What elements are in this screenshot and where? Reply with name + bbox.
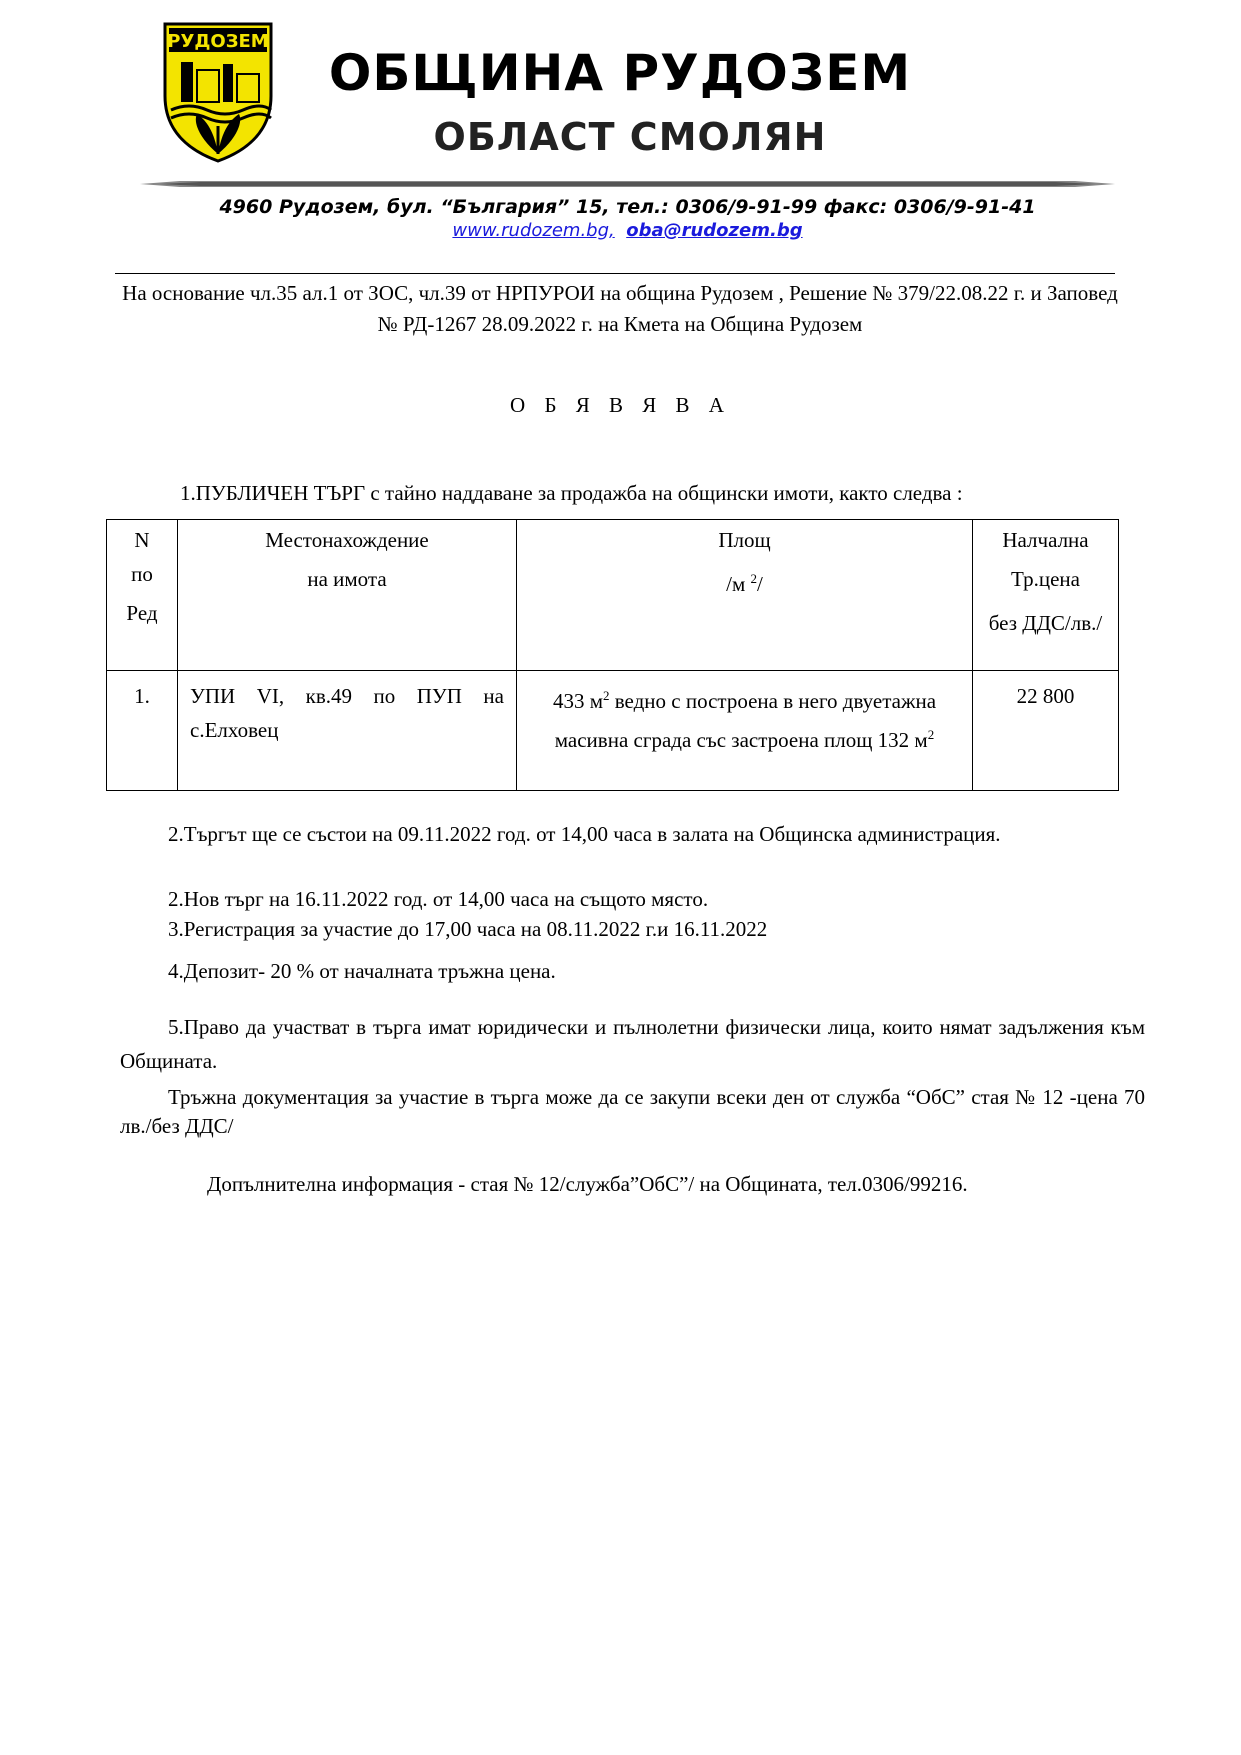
table-header-row (107, 520, 1119, 671)
deposit-paragraph: 4.Депозит- 20 % от началната тръжна цена. (168, 959, 556, 983)
contact-address: 4960 Рудозем, бул. “България” 15, тел.: 0306/9-91-99 факс: 0306/9-91-41 (219, 196, 1036, 218)
additional-info-paragraph: Допълнителна информация - стая № 12/служба”ОбС”/ на Общината, тел.0306/99216. (207, 1172, 968, 1196)
logo-lettering: РУДОЗЕМ (167, 31, 269, 52)
row-number: 1. (107, 671, 178, 791)
region-subtitle: ОБЛАСТ СМОЛЯН (433, 115, 827, 159)
contact-links (140, 220, 1115, 242)
header-number: N по Ред (107, 520, 178, 671)
header-area: Площ /м $^2$/ (517, 520, 973, 671)
properties-table (106, 519, 1119, 791)
auction-intro: 1.ПУБЛИЧЕН ТЪРГ с тайно наддаване за продажба на общински имоти, както следва : (180, 481, 963, 505)
rudozem-coat-of-arms-logo (159, 18, 277, 164)
registration-paragraph: 3.Регистрация за участие до 17,00 часа на 08.11.2022 г.и 16.11.2022 (168, 917, 768, 941)
header-price: Налчална Тр.цена без ДДС/лв./ (973, 520, 1119, 671)
auction-date-paragraph: 2.Търгът ще се състои на 09.11.2022 год. от 14,00 часа в залата на Общинска администрация. (168, 822, 1001, 846)
website-link[interactable]: www.rudozem.bg, (452, 220, 615, 241)
header-divider (140, 180, 1115, 188)
row-area: 433 $м^2$ ведно с построена в него двуетажна масивна сграда със застроена площ 132 $м^2$ (517, 671, 973, 791)
legal-basis-text: На основание чл.35 ал.1 от ЗОС, чл.39 от НРПУРОИ на община Рудозем , Решение № 379/22.08.22 г. и Заповед № РД-1267 28.09.2022 г. на Кмета на Община Рудозем (122, 281, 1118, 336)
header-location: Местонахождение на имота (178, 520, 517, 671)
basis-divider (115, 273, 1115, 274)
row-location: УПИ VI, кв.49 по ПУП на с.Елховец (178, 671, 517, 791)
documentation-paragraph: Тръжна документация за участие в търга може да се закупи всеки ден от служба “ОбС” стая № 12 -цена 70 лв./без ДДС/ (120, 1085, 1145, 1138)
table-row (107, 671, 1119, 791)
row-price: 22 800 (973, 671, 1119, 791)
announcement-heading: О Б Я В Я В А (510, 393, 731, 417)
new-auction-paragraph: 2.Нов търг на 16.11.2022 год. от 14,00 часа на същото място. (168, 887, 709, 911)
email-link[interactable]: oba@rudozem.bg (626, 220, 803, 241)
municipality-title: ОБЩИНА РУДОЗЕМ (328, 44, 912, 102)
eligibility-paragraph: 5.Право да участват в търга имат юридически и пълнолетни физически лица, които нямат задължения към Общината. (120, 1015, 1145, 1073)
